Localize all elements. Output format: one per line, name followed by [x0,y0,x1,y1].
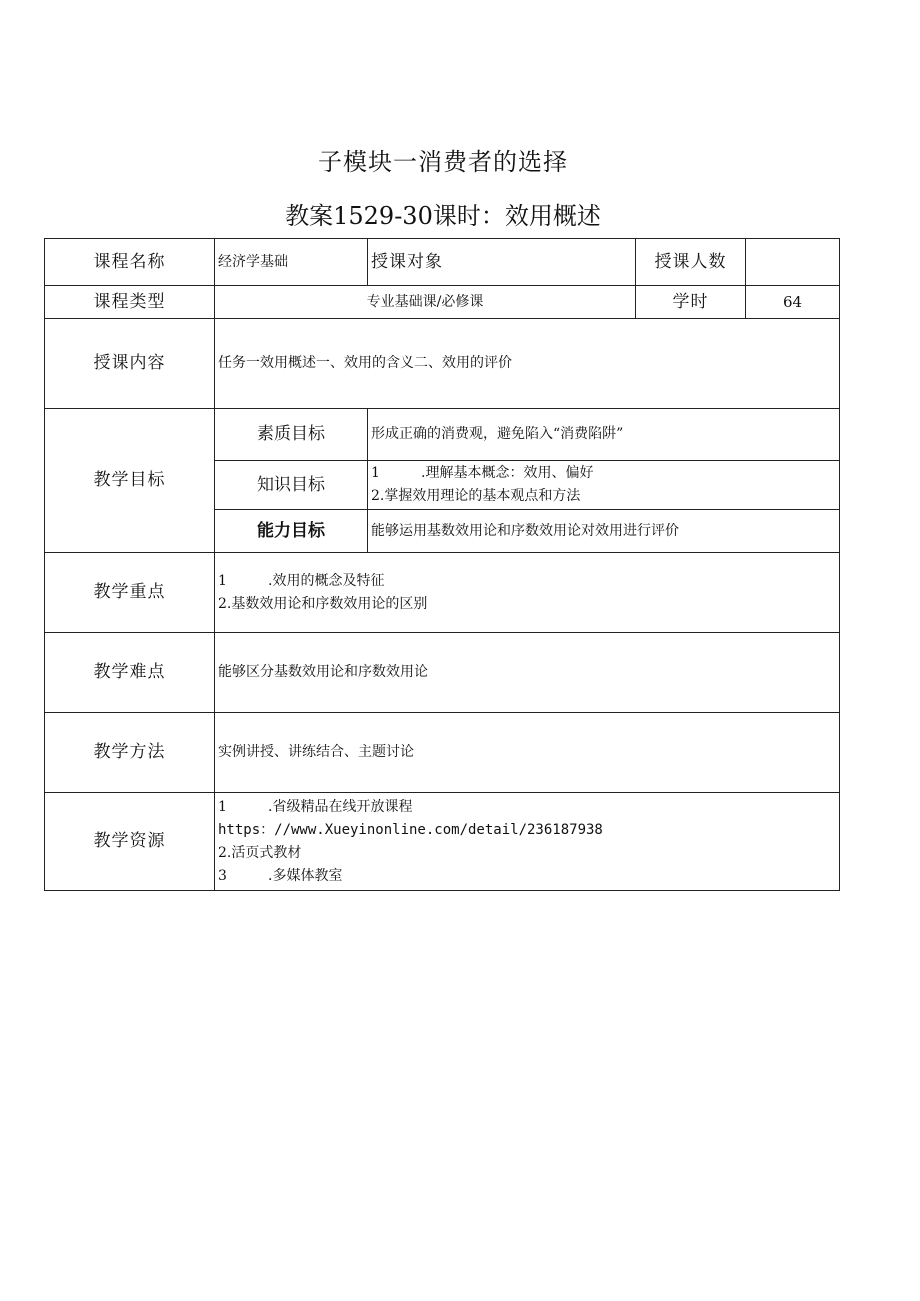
content-value: 任务一效用概述一、效用的含义二、效用的评价 [215,319,840,409]
row-course-type [45,286,840,319]
resource-item-1-number: 1 [218,798,227,815]
key-point-item-1 [218,570,836,593]
row-course-name [45,239,840,286]
key-points-value [215,553,840,633]
resource-course-link[interactable]: https：//www.Xueyinonline.com/detail/236187938 [218,821,603,838]
key-point-item-1-number: 1 [218,572,227,589]
lesson-plan-table [44,238,840,891]
content-label: 授课内容 [45,319,215,409]
students-value [746,239,840,286]
resource-item-3-text: .多媒体教室 [268,867,343,884]
key-point-item-1-text: .效用的概念及特征 [268,572,385,589]
resource-item-2: 2.活页式教材 [218,844,302,861]
resource-item-1-text: .省级精品在线开放课程 [268,798,413,815]
resources-label: 教学资源 [45,793,215,891]
course-name-value: 经济学基础 [215,239,368,286]
resource-item-3-number: 3 [218,867,227,884]
knowledge-objective-value [368,461,840,510]
course-type-label: 课程类型 [45,286,215,319]
knowledge-item-1 [371,462,836,485]
knowledge-item-1-text: .理解基本概念：效用、偏好 [421,465,594,481]
row-key-points [45,553,840,633]
row-methods [45,713,840,793]
quality-objective-value: 形成正确的消费观，避免陷入“消费陷阱” [368,409,840,461]
knowledge-objective-label: 知识目标 [215,461,368,510]
quality-objective-label: 素质目标 [215,409,368,461]
knowledge-item-2: 2.掌握效用理论的基本观点和方法 [371,488,581,504]
methods-label: 教学方法 [45,713,215,793]
difficulties-value: 能够区分基数效用论和序数效用论 [215,633,840,713]
row-resources [45,793,840,891]
lesson-title: 教案1529-30课时：效用概述 [285,202,601,230]
document-title: 子模块一消费者的选择 [318,148,568,176]
hours-label: 学时 [636,286,746,319]
row-content [45,319,840,409]
objectives-label: 教学目标 [45,409,215,553]
course-type-value: 专业基础课/必修课 [215,286,636,319]
knowledge-item-1-number: 1 [371,465,380,481]
resource-item-1 [218,796,836,819]
resources-value [215,793,840,891]
methods-value: 实例讲授、讲练结合、主题讨论 [215,713,840,793]
key-points-label: 教学重点 [45,553,215,633]
ability-objective-label: 能力目标 [215,510,368,553]
row-quality-objective [45,409,840,461]
key-point-item-2: 2.基数效用论和序数效用论的区别 [218,595,428,612]
row-difficulties [45,633,840,713]
hours-value: 64 [746,286,840,319]
difficulties-label: 教学难点 [45,633,215,713]
course-name-label: 课程名称 [45,239,215,286]
ability-objective-value: 能够运用基数效用论和序数效用论对效用进行评价 [368,510,840,553]
resource-item-3 [218,865,836,888]
audience-label: 授课对象 [368,239,636,286]
students-label: 授课人数 [636,239,746,286]
